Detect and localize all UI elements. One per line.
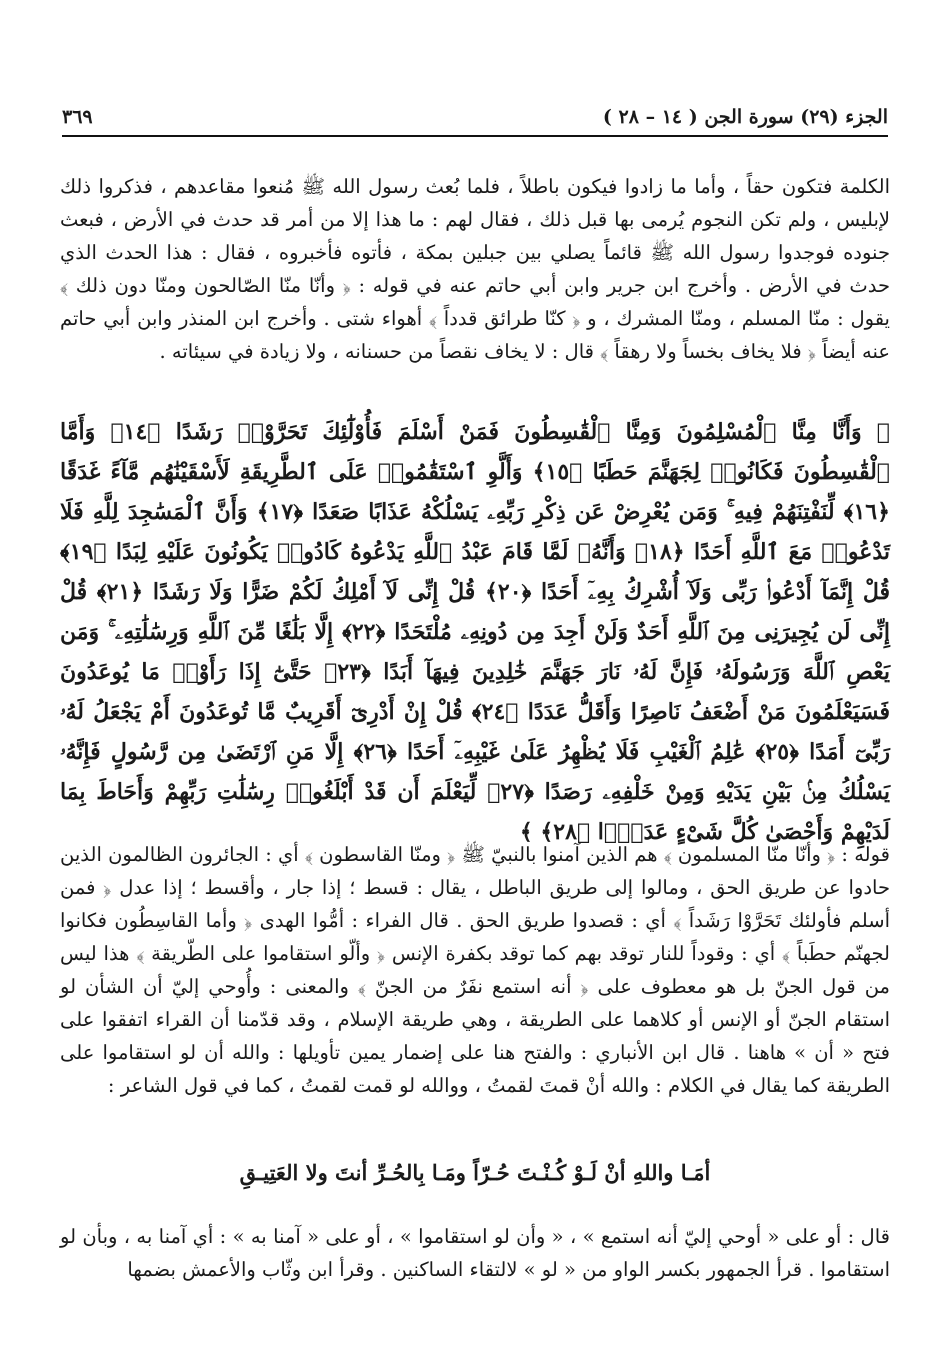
- commentary-paragraph-1: الكلمة فتكون حقاً ، وأما ما زادوا فيكون باطلاً ، فلما بُعث رسول الله ﷺ مُنعوا مقاعدهم ، فذكروا ذلك لإبليس ، ولم تكن النجوم يُرمى بها قبل ذلك ، فقال لهم : ما هذا إلا من أمر قد حدث في الأرض ، فبعث جنوده فوجدوا رسول الله ﷺ قائماً يصلي بين جبلين بمكة ، فأتوه فأخبروه ، فقال : هذا الحدث الذي حدث في الأرض . وأخرج ابن جرير وابن أبي حاتم عنه في قوله : ﴿ وأنّا منّا الصّالحون ومنّا دون ذلك ﴾ يقول : منّا المسلم ، ومنّا المشرك ، و ﴿ كنّا طرائق قدداً ﴾ أهواء شتى . وأخرج ابن المنذر وابن أبي حاتم عنه أيضاً ﴿ فلا يخاف بخساً ولا رهقاً ﴾ قال : لا يخاف نقصاً من حسنانه ، ولا زيادة في سيئاته .: [60, 174, 890, 363]
- page-header: [62, 88, 888, 128]
- poetry-verse: أمَـا واللهِ أنْ لَـوْ كُـنْـتَ حُـرّاً ومَـا بِالحُـرِّ أنتَ ولا العَتِيـقِ: [239, 1160, 711, 1185]
- page-number: ٣٦٩: [62, 106, 93, 128]
- quran-verses-block: ﴿ وَأَنَّا مِنَّا ٱلْمُسْلِمُونَ وَمِنَّا ٱلْقَٰسِطُونَ فَمَنْ أَسْلَمَ فَأُوْلَٰٓئِكَ تَحَرَّوْا۟ رَشَدًا ﴿١٤﴾ وَأَمَّا ٱلْقَٰسِطُونَ فَكَانُوا۟ لِجَهَنَّمَ حَطَبًا ﴿١٥﴾ وَأَلَّوِ ٱسْتَقَٰمُوا۟ عَلَى ٱلطَّرِيقَةِ لَأَسْقَيْنَٰهُم مَّآءً غَدَقًا ﴿١٦﴾ لِّنَفْتِنَهُمْ فِيهِ ۚ وَمَن يُعْرِضْ عَن ذِكْرِ رَبِّهِۦ يَسْلُكْهُ عَذَابًا صَعَدًا ﴿١٧﴾ وَأَنَّ ٱلْمَسَٰجِدَ لِلَّهِ فَلَا تَدْعُوا۟ مَعَ ٱللَّهِ أَحَدًا ﴿١٨﴾ وَأَنَّهُۥ لَمَّا قَامَ عَبْدُ ٱللَّهِ يَدْعُوهُ كَادُوا۟ يَكُونُونَ عَلَيْهِ لِبَدًا ﴿١٩﴾ قُلْ إِنَّمَآ أَدْعُوا۟ رَبِّى وَلَآ أُشْرِكُ بِهِۦٓ أَحَدًا ﴿٢٠﴾ قُلْ إِنِّى لَآ أَمْلِكُ لَكُمْ ضَرًّا وَلَا رَشَدًا ﴿٢١﴾ قُلْ إِنِّى لَن يُجِيرَنِى مِنَ ٱللَّهِ أَحَدٌ وَلَنْ أَجِدَ مِن دُونِهِۦ مُلْتَحَدًا ﴿٢٢﴾ إِلَّا بَلَٰغًا مِّنَ ٱللَّهِ وَرِسَٰلَٰتِهِۦ ۚ وَمَن يَعْصِ ٱللَّهَ وَرَسُولَهُۥ فَإِنَّ لَهُۥ نَارَ جَهَنَّمَ خَٰلِدِينَ فِيهَآ أَبَدًا ﴿٢٣﴾ حَتَّىٰٓ إِذَا رَأَوْا۟ مَا يُوعَدُونَ فَسَيَعْلَمُونَ مَنْ أَضْعَفُ نَاصِرًا وَأَقَلُّ عَدَدًا ﴿٢٤﴾ قُلْ إِنْ أَدْرِىٓ أَقَرِيبٌ مَّا تُوعَدُونَ أَمْ يَجْعَلُ لَهُۥ رَبِّىٓ أَمَدًا ﴿٢٥﴾ عَٰلِمُ ٱلْغَيْبِ فَلَا يُظْهِرُ عَلَىٰ غَيْبِهِۦٓ أَحَدًا ﴿٢٦﴾ إِلَّا مَنِ ٱرْتَضَىٰ مِن رَّسُولٍ فَإِنَّهُۥ يَسْلُكُ مِنۢ بَيْنِ يَدَيْهِ وَمِنْ خَلْفِهِۦ رَصَدًا ﴿٢٧﴾ لِّيَعْلَمَ أَن قَدْ أَبْلَغُوا۟ رِسَٰلَٰتِ رَبِّهِمْ وَأَحَاطَ بِمَا لَدَيْهِمْ وَأَحْصَىٰ كُلَّ شَىْءٍ عَدَدًۢا ﴿٢٨﴾ ﴾: [60, 419, 891, 845]
- header-rule: [62, 135, 888, 137]
- running-title: الجزء (٢٩) سورة الجن ( ١٤ – ٢٨ ): [602, 106, 888, 128]
- commentary-paragraph-3: قال : أو على « أوحي إليّ أنه استمع » ، « وأن لو استقاموا » ، أو على « آمنا به » : أي آمنا به ، وبأن لو استقاموا . قرأ الجمهور بكسر الواو من « لو » لالتقاء الساكنين . وقرأ ابن وثّاب والأعمش بضمها: [60, 1224, 890, 1281]
- commentary-paragraph-2: قوله : ﴿ وأنّا منّا المسلمون ﴾ هم الذين آمنوا بالنبيّ ﷺ ﴿ ومنّا القاسطون ﴾ أي : الجائرون الظالمون الذين حادوا عن طريق الحق ، ومالوا إلى طريق الباطل ، يقال : قسط ؛ إذا جار ، وأقسط ؛ إذا عدل ﴿ فمن أسلم فأولئك تَحَرَّوْا رَشَداً ﴾ أي : قصدوا طريق الحق . قال الفراء : أمُّوا الهدى ﴿ وأما القاسِطُون فكانوا لجهنّم حطَباً ﴾ أي : وقوداً للنار توقد بهم كما توقد بكفرة الإنس ﴿ وألّو استقاموا على الطّريقة ﴾ هذا ليس من قول الجنّ بل هو معطوف على ﴿ أنه استمع نفَرٌ من الجنّ ﴾ والمعنى : وأُوحي إليّ أن الشأن لو استقام الجنّ أو الإنس أو كلاهما على الطريقة ، وهي طريقة الإسلام ، وقد قدّمنا أن القراء اتفقوا على فتح « أن » هاهنا . قال ابن الأنباري : والفتح هنا على إضمار يمين تأويلها : والله أن لو استقاموا على الطريقة كما يقال في الكلام : والله أنْ قمتَ لقمتُ ، ووالله لو قمت لقمتُ ، كما في قول الشاعر :: [60, 842, 890, 1097]
